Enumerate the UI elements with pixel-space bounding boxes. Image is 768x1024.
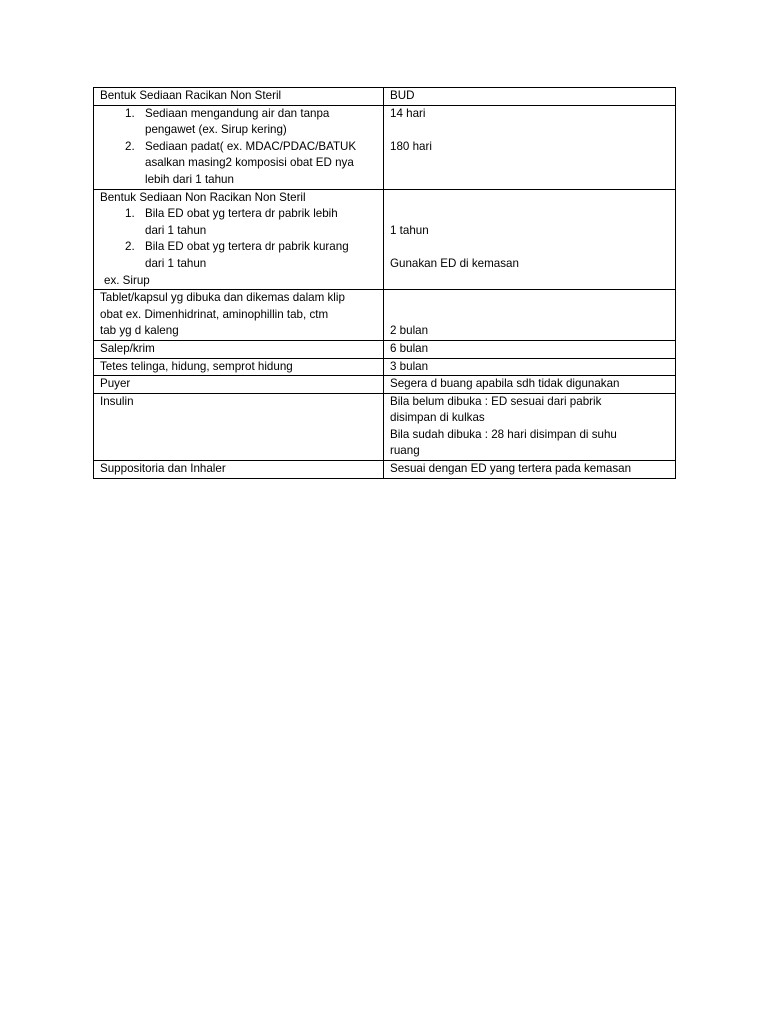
form-text: tab yg d kaleng: [100, 324, 179, 338]
header-cell-form: [94, 88, 384, 106]
bud-value: Bila sudah dibuka : 28 hari disimpan di suhu: [390, 427, 617, 441]
table-row-suppositoria: [94, 461, 676, 479]
form-text: obat ex. Dimenhidrinat, aminophillin tab, ctm: [100, 307, 329, 321]
table-row-insulin: [94, 393, 676, 460]
form-text: Salep/krim: [100, 341, 155, 355]
tablet-bud-cell: [384, 290, 676, 341]
table-row-non-racikan: [94, 189, 676, 290]
form-text: Suppositoria dan Inhaler: [100, 462, 226, 476]
list-number: 2.: [125, 139, 135, 153]
list-item: [100, 206, 378, 239]
table-row-racikan: [94, 105, 676, 189]
table-header-row: [94, 88, 676, 106]
non-racikan-bud-cell: [384, 189, 676, 290]
bud-value: 1 tahun: [390, 223, 429, 237]
form-text: Insulin: [100, 394, 134, 408]
insulin-form-cell: [94, 393, 384, 460]
bud-value: 14 hari: [390, 106, 426, 120]
list-item-text: asalkan masing2 komposisi obat ED nya: [145, 156, 354, 170]
header-cell-bud: [384, 88, 676, 106]
list-number: 2.: [125, 240, 135, 254]
list-item: [100, 106, 378, 139]
header-bud-text: BUD: [390, 89, 415, 102]
list-item-text: Bila ED obat yg tertera dr pabrik kurang: [145, 240, 349, 254]
puyer-form-cell: [94, 376, 384, 394]
header-form-text: Bentuk Sediaan Racikan Non Steril: [100, 89, 282, 102]
salep-bud-cell: [384, 340, 676, 358]
bud-value: Sesuai dengan ED yang tertera pada kemasan: [390, 462, 632, 476]
list-item-text: lebih dari 1 tahun: [145, 172, 234, 186]
tetes-bud-cell: [384, 358, 676, 376]
racikan-bud-cell: [384, 105, 676, 189]
list-item: [100, 139, 378, 189]
list-item-text: pengawet (ex. Sirup kering): [145, 123, 287, 137]
tablet-form-cell: [94, 290, 384, 341]
list-number: 1.: [125, 207, 135, 221]
bud-value: 3 bulan: [390, 359, 429, 373]
suppositoria-bud-cell: [384, 461, 676, 479]
tetes-form-cell: [94, 358, 384, 376]
bud-value: Bila belum dibuka : ED sesuai dari pabrik: [390, 394, 602, 408]
list-item-text: Sediaan mengandung air dan tanpa: [145, 106, 330, 120]
form-text: Tetes telinga, hidung, semprot hidung: [100, 359, 293, 373]
list-item-text: dari 1 tahun: [145, 256, 207, 270]
bud-value: 6 bulan: [390, 341, 429, 355]
form-text: Tablet/kapsul yg dibuka dan dikemas dalam klip: [100, 291, 345, 305]
list-item-text: Sediaan padat( ex. MDAC/PDAC/BATUK: [145, 139, 357, 153]
insulin-bud-cell: [384, 393, 676, 460]
puyer-bud-cell: [384, 376, 676, 394]
list-item-text: Bila ED obat yg tertera dr pabrik lebih: [145, 207, 338, 221]
bud-value: Segera d buang apabila sdh tidak digunakan: [390, 377, 620, 391]
example-text: ex. Sirup: [104, 273, 150, 287]
bud-table: [93, 87, 676, 479]
list-number: 1.: [125, 106, 135, 120]
table-row-tablet: [94, 290, 676, 341]
list-item: [100, 239, 378, 272]
salep-form-cell: [94, 340, 384, 358]
table-row-tetes: [94, 358, 676, 376]
non-racikan-form-cell: [94, 189, 384, 290]
table-row-puyer: [94, 376, 676, 394]
bud-value: 2 bulan: [390, 324, 429, 338]
bud-value: 180 hari: [390, 139, 432, 153]
list-item-text: dari 1 tahun: [145, 223, 207, 237]
bud-value: Gunakan ED di kemasan: [390, 256, 519, 270]
racikan-form-cell: [94, 105, 384, 189]
bud-value: ruang: [390, 444, 420, 458]
form-text: Puyer: [100, 377, 131, 391]
table-row-salep: [94, 340, 676, 358]
bud-value: disimpan di kulkas: [390, 411, 485, 425]
suppositoria-form-cell: [94, 461, 384, 479]
section-title: Bentuk Sediaan Non Racikan Non Steril: [100, 190, 306, 204]
